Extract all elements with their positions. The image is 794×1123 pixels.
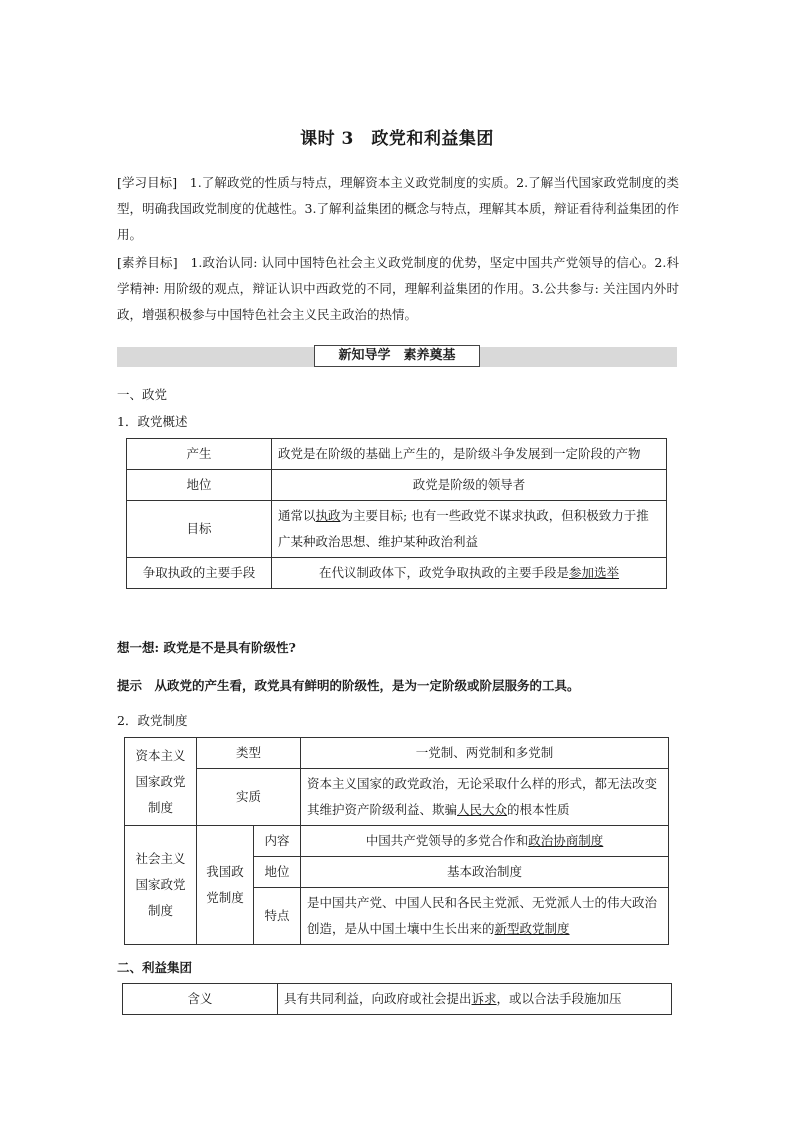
table-row: [123, 984, 672, 1015]
section1-heading: 一、政党: [117, 387, 168, 402]
row-label: 争取执政的主要手段: [127, 558, 272, 589]
objectives-text: 1.了解政党的性质与特点，理解资本主义政党制度的实质。2.了解当代国家政党制度的类型，明确我国政党制度的优越性。3.了解利益集团的概念与特点，理解其本质，辩证看待利益集团的作用。: [117, 175, 679, 242]
underlined-answer: 参加选举: [569, 565, 620, 580]
content-value: [301, 826, 669, 857]
essence-value: [301, 769, 669, 826]
section2-heading: 二、利益集团: [117, 960, 193, 975]
row-value: [272, 501, 667, 558]
table-row: [125, 738, 669, 769]
hint-answer: 提示 从政党的产生看，政党具有鲜明的阶级性，是为一定阶级或阶层服务的工具。: [117, 678, 580, 693]
underlined-answer: 新型政党制度: [494, 921, 570, 936]
objectives-label: [学习目标]: [117, 175, 178, 190]
type-value: 一党制、两党制和多党制: [301, 738, 669, 769]
value-text: ，或以合法手段施加压: [496, 991, 622, 1006]
value-text: 为主要目标; 也有一些政党不谋求执政，但积极致力于推广某种政治思想、维护某种政治利益: [278, 508, 649, 549]
our-system-label: 我国政党制度: [197, 826, 254, 945]
position-value: 基本政治制度: [301, 857, 669, 888]
row-value: [278, 984, 672, 1015]
party-system-table: [124, 737, 669, 945]
literacy-objectives: [117, 250, 679, 328]
row-label: 产生: [127, 439, 272, 470]
literacy-text: 1.政治认同: 认同中国特色社会主义政党制度的优势，坚定中国共产党领导的信心。2.科学精神: 用阶级的观点，辩证认识中西政党的不同，理解利益集团的作用。3.公共参与: 关注国内外时政，增强积极参与中国特色社会主义民主政治的热情。: [117, 255, 679, 322]
literacy-label: [素养目标]: [117, 255, 178, 270]
table-row: [127, 439, 667, 470]
interest-group-table: [122, 983, 672, 1015]
section1-sub2: 2．政党制度: [117, 713, 188, 728]
section-banner: [117, 347, 677, 367]
row-value: 政党是阶级的领导者: [272, 470, 667, 501]
think-question: 想一想: 政党是不是具有阶级性?: [117, 640, 296, 655]
row-label: 目标: [127, 501, 272, 558]
underlined-answer: 执政: [315, 508, 341, 523]
position-label: 地位: [254, 857, 301, 888]
value-text: 是中国共产党、中国人民和各民主党派、无党派人士的伟大政治创造，是从中国土壤中生长出来的: [307, 895, 658, 936]
type-label: 类型: [197, 738, 301, 769]
underlined-answer: 政治协商制度: [528, 833, 604, 848]
table-row: [125, 769, 669, 826]
value-text: 具有共同利益，向政府或社会提出: [284, 991, 472, 1006]
underlined-answer: 人民大众: [457, 802, 508, 817]
feature-value: [301, 888, 669, 945]
value-text: 通常以: [278, 508, 316, 523]
value-text: 资本主义国家的政党政治，无论采取什么样的形式，都无法改变其维护资产阶级利益、欺骗: [307, 776, 658, 817]
value-text: 中国共产党领导的多党合作和: [365, 833, 529, 848]
content-label: 内容: [254, 826, 301, 857]
row-label: 地位: [127, 470, 272, 501]
page-title: 课时 3 政党和利益集团: [300, 129, 494, 149]
underlined-answer: 诉求: [471, 991, 497, 1006]
value-text: 的根本性质: [507, 802, 570, 817]
row-value: [272, 558, 667, 589]
table-row: [127, 558, 667, 589]
value-text: 在代议制政体下，政党争取执政的主要手段是: [318, 565, 569, 580]
row-label: 含义: [123, 984, 278, 1015]
capitalist-system-label: 资本主义国家政党制度: [125, 738, 197, 826]
section1-sub1: 1．政党概述: [117, 414, 188, 429]
socialist-system-label: 社会主义国家政党制度: [125, 826, 197, 945]
feature-label: 特点: [254, 888, 301, 945]
party-overview-table: [126, 438, 667, 589]
learning-objectives: [117, 170, 679, 248]
banner-label: 新知导学 素养奠基: [314, 345, 480, 367]
essence-label: 实质: [197, 769, 301, 826]
table-row: [125, 826, 669, 857]
table-row: [127, 470, 667, 501]
row-value: 政党是在阶级的基础上产生的，是阶级斗争发展到一定阶段的产物: [272, 439, 667, 470]
table-row: [127, 501, 667, 558]
